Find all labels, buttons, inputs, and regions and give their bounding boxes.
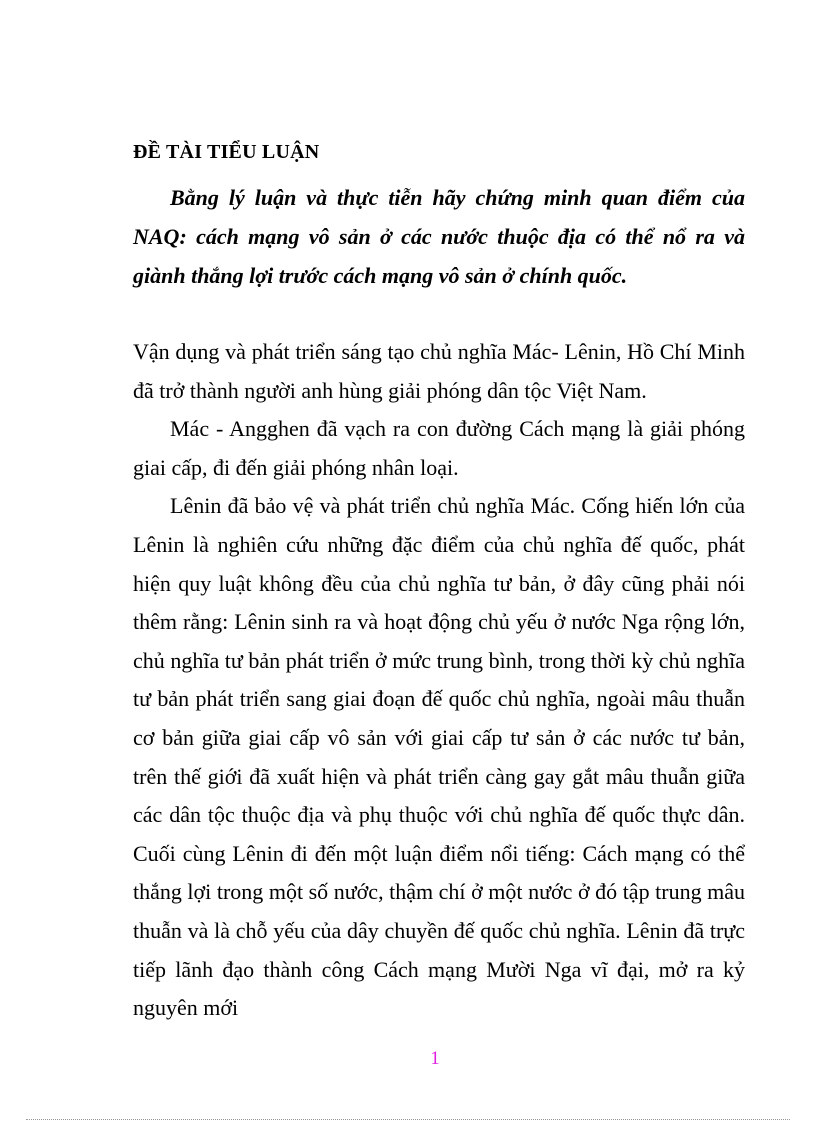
essay-topic: Bằng lý luận và thực tiễn hãy chứng minh quan điểm của NAQ: cách mạng vô sản ở các nước thuộc địa có thể nổ ra và giành thắng lợi trước cách mạng vô sản ở chính quốc. — [133, 185, 745, 288]
page-footer-divider — [26, 1119, 790, 1120]
essay-heading: ĐỀ TÀI TIỂU LUẬN — [133, 141, 320, 163]
paragraph: Vận dụng và phát triển sáng tạo chủ nghĩa Mác- Lênin, Hồ Chí Minh đã trở thành người anh hùng giải phóng dân tộc Việt Nam. — [133, 339, 745, 403]
page-number: 1 — [430, 1048, 440, 1069]
paragraph: Lênin đã bảo vệ và phát triển chủ nghĩa Mác. Cống hiến lớn của Lênin là nghiên cứu những đặc điểm của chủ nghĩa đế quốc, phát hiện quy luật không đều của chủ nghĩa tư bản, ở đây cũng phải nói thêm rằng: Lênin sinh ra và hoạt động chủ yếu ở nước Nga rộng lớn, chủ nghĩa tư bản phát triển ở mức trung bình, trong thời kỳ chủ nghĩa tư bản phát triển sang giai đoạn đế quốc chủ nghĩa, ngoài mâu thuẫn cơ bản giữa giai cấp vô sản với giai cấp tư sản ở các nước tư bản, trên thế giới đã xuất hiện và phát triển càng gay gắt mâu thuẫn giữa các dân tộc thuộc địa và phụ thuộc với chủ nghĩa đế quốc thực dân. Cuối cùng Lênin đi đến một luận điểm nổi tiếng: Cách mạng có thể thắng lợi trong một số nước, thậm chí ở một nước ở đó tập trung mâu thuẫn và là chỗ yếu của dây chuyền đế quốc chủ nghĩa. Lênin đã trực tiếp lãnh đạo thành công Cách mạng Mười Nga vĩ đại, mở ra kỷ nguyên mới — [133, 493, 745, 1021]
paragraph: Mác - Angghen đã vạch ra con đường Cách mạng là giải phóng giai cấp, đi đến giải phóng nhân loại. — [133, 416, 745, 480]
document-body — [133, 333, 745, 1028]
